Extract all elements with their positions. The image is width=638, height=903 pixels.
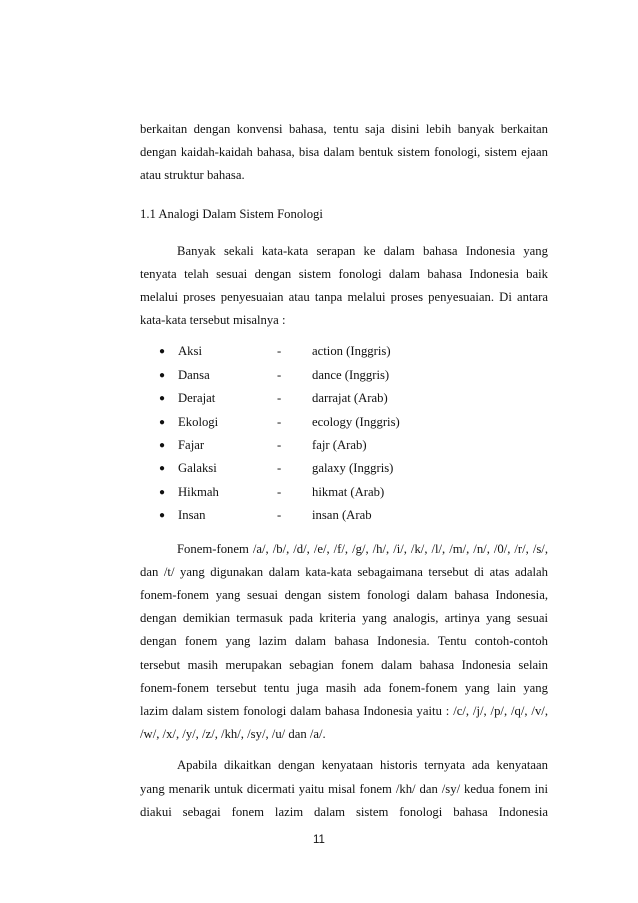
list-item bbox=[140, 387, 548, 410]
list-item bbox=[140, 364, 548, 387]
paragraph-loanwords bbox=[140, 240, 548, 333]
text-line: /w/, /x/, /y/, /z/, /kh/, /sy/, /u/ dan /a/. bbox=[140, 727, 326, 742]
text-line: kata-kata tersebut misalnya : bbox=[140, 313, 286, 328]
loanword: Derajat bbox=[178, 391, 216, 406]
origin-word: action (Inggris) bbox=[312, 344, 391, 359]
text-line: tersebut masih merupakan sebagian fonem dalam bahasa Indonesia selain bbox=[140, 657, 548, 672]
paragraph-historical bbox=[140, 754, 548, 824]
text-line: Apabila dikaitkan dengan kenyataan historis ternyata ada kenyataan bbox=[177, 758, 548, 773]
origin-word: insan (Arab bbox=[312, 508, 372, 523]
list-item bbox=[140, 504, 548, 527]
bullet-icon: ● bbox=[159, 439, 166, 451]
document-page bbox=[140, 118, 548, 824]
bullet-icon: ● bbox=[159, 510, 166, 522]
loanword: Hikmah bbox=[178, 484, 219, 499]
bullet-icon: ● bbox=[159, 463, 166, 475]
origin-word: galaxy (Inggris) bbox=[312, 461, 394, 476]
dash-separator: - bbox=[277, 344, 282, 359]
loanword: Dansa bbox=[178, 367, 210, 382]
origin-word: darrajat (Arab) bbox=[312, 391, 388, 406]
text-line: dengan demikian termasuk pada kriteria yang analogis, artinya yang sesuai bbox=[140, 611, 548, 626]
text-line: fonem-fonem yang sesuai dengan sistem fonologi dalam bahasa Indonesia, bbox=[140, 587, 548, 602]
loanword: Insan bbox=[178, 508, 206, 523]
bullet-icon: ● bbox=[159, 346, 166, 358]
dash-separator: - bbox=[277, 461, 282, 476]
text-line: berkaitan dengan konvensi bahasa, tentu saja disini lebih banyak berkaitan bbox=[140, 122, 548, 136]
bullet-icon: ● bbox=[159, 393, 166, 405]
text-line: diakui sebagai fonem lazim dalam sistem fonologi bahasa Indonesia bbox=[140, 804, 548, 819]
bullet-icon: ● bbox=[159, 416, 166, 428]
text-line: melalui proses penyesuaian atau tanpa melalui proses penyesuaian. Di antara bbox=[140, 290, 548, 305]
text-line: lazim dalam sistem fonologi dalam bahasa Indonesia yaitu : /c/, /j/, /p/, /q/, /v/, bbox=[140, 703, 548, 718]
list-item bbox=[140, 340, 548, 363]
dash-separator: - bbox=[277, 367, 282, 382]
dash-separator: - bbox=[277, 437, 282, 452]
text-line: dengan kaidah-kaidah bahasa, bisa dalam bentuk sistem fonologi, sistem ejaan bbox=[140, 145, 548, 160]
list-item bbox=[140, 411, 548, 434]
dash-separator: - bbox=[277, 391, 282, 406]
text-line: yang menarik untuk dicermati yaitu misal fonem /kh/ dan /sy/ kedua fonem ini bbox=[140, 781, 548, 796]
list-item bbox=[140, 481, 548, 504]
bullet-icon: ● bbox=[159, 486, 166, 498]
text-line: Banyak sekali kata-kata serapan ke dalam bahasa Indonesia yang bbox=[177, 243, 548, 258]
loanword: Galaksi bbox=[178, 461, 217, 476]
section-heading: 1.1 Analogi Dalam Sistem Fonologi bbox=[140, 206, 323, 221]
origin-word: dance (Inggris) bbox=[312, 367, 390, 382]
text-line: atau struktur bahasa. bbox=[140, 168, 245, 183]
text-line: dengan fonem yang lazim dalam bahasa Indonesia. Tentu contoh-contoh bbox=[140, 634, 548, 649]
intro-paragraph bbox=[140, 118, 548, 188]
loanword-list bbox=[140, 340, 548, 527]
list-item bbox=[140, 457, 548, 480]
text-line: dan /t/ yang digunakan dalam kata-kata sebagaimana tersebut di atas adalah bbox=[140, 564, 548, 579]
origin-word: fajr (Arab) bbox=[312, 437, 367, 452]
page-number: 11 bbox=[313, 834, 325, 846]
loanword: Aksi bbox=[178, 344, 202, 359]
dash-separator: - bbox=[277, 508, 282, 523]
list-item bbox=[140, 434, 548, 457]
text-line: Fonem-fonem /a/, /b/, /d/, /e/, /f/, /g/, /h/, /i/, /k/, /l/, /m/, /n/, /0/, /r/, /s/, bbox=[177, 541, 548, 556]
loanword: Ekologi bbox=[178, 414, 219, 429]
loanword: Fajar bbox=[178, 437, 205, 452]
paragraph-phonemes bbox=[140, 538, 548, 747]
bullet-icon: ● bbox=[159, 369, 166, 381]
dash-separator: - bbox=[277, 414, 282, 429]
origin-word: ecology (Inggris) bbox=[312, 414, 400, 429]
text-line: fonem-fonem tersebut tentu juga masih ada fonem-fonem yang lain yang bbox=[140, 680, 548, 695]
dash-separator: - bbox=[277, 484, 282, 499]
text-line: tenyata telah sesuai dengan sistem fonologi dalam bahasa Indonesia baik bbox=[140, 266, 548, 281]
origin-word: hikmat (Arab) bbox=[312, 484, 385, 499]
